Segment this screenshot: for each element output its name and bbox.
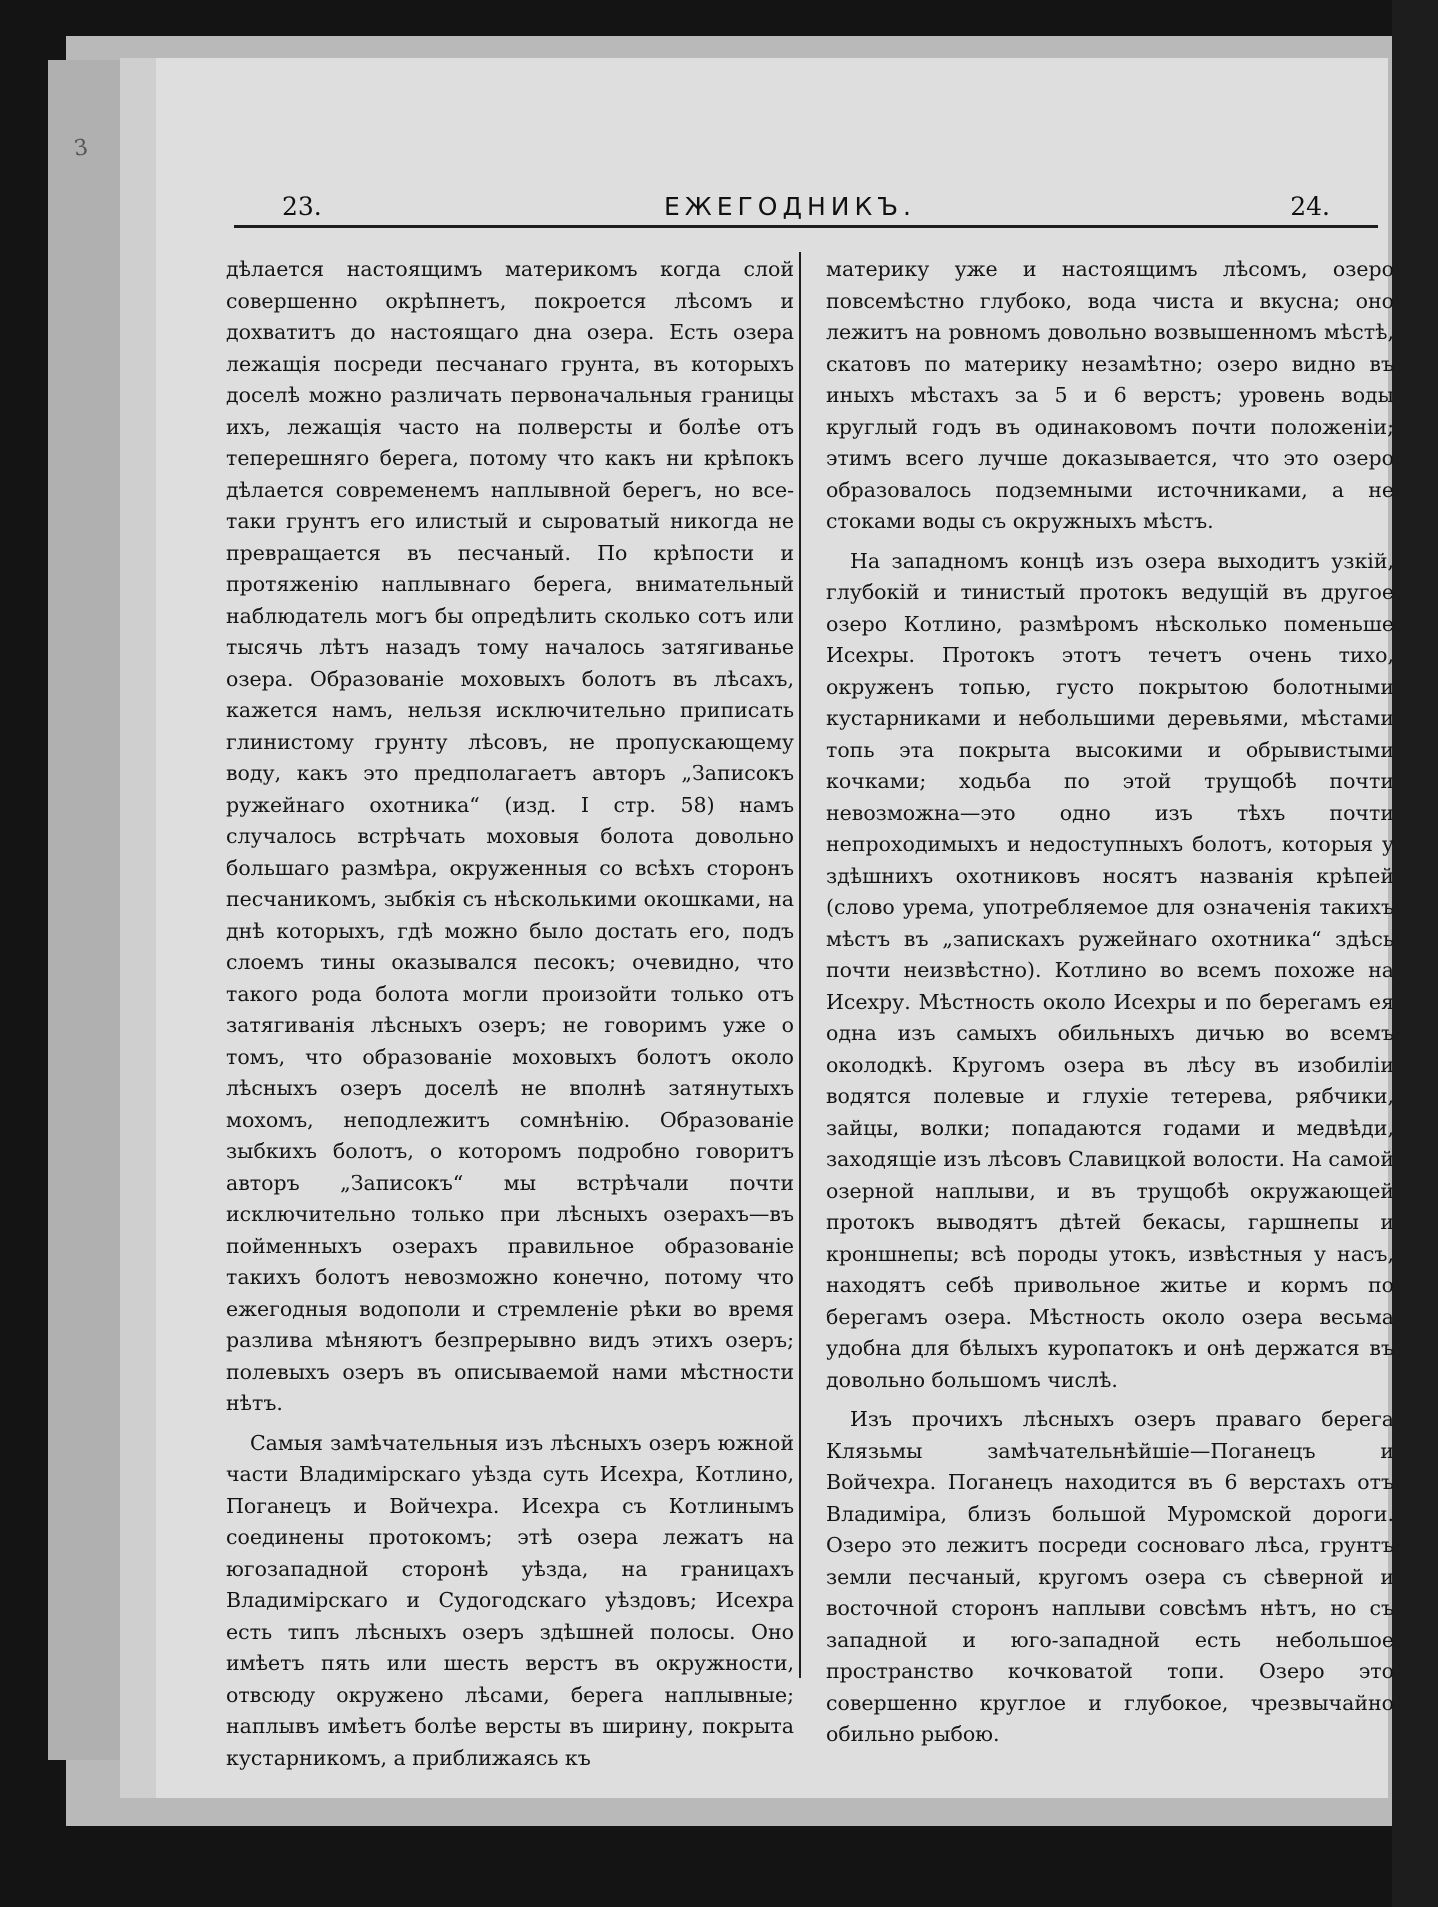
torn-page-edge bbox=[48, 60, 122, 1760]
journal-title: ЕЖЕГОДНИКЪ. bbox=[664, 192, 916, 221]
right-text-column bbox=[826, 254, 1394, 1759]
page-number-right: 24. bbox=[1290, 192, 1330, 221]
page-number-left: 23. bbox=[282, 192, 322, 221]
right-paragraph-2: На западномъ концѣ изъ озера выходитъ узкій, глубокій и тинистый протокъ ведущій въ другое озеро Котлино, размѣромъ нѣсколько поменьше Исехры. Протокъ этотъ течетъ очень тихо, окруженъ топью, густо покрытою болотными кустарниками и небольшими деревьями, мѣстами топь эта покрыта высокими и обрывистыми кочками; ходьба по этой трущобѣ почти невозможна—это одно изъ тѣхъ почти непроходимыхъ и недоступныхъ болотъ, которыя у здѣшнихъ охотниковъ носятъ названія крѣпей (слово урема, употребляемое для означенія такихъ мѣстъ въ „запискахъ ружейнаго охотника“ здѣсь почти неизвѣстно). Котлино во всемъ похоже на Исехру. Мѣстность около Исехры и по берегамъ ея одна изъ самыхъ обильныхъ дичью во всемъ околодкѣ. Кругомъ озера въ лѣсу въ изобиліи водятся полевые и глухіе тетерева, рябчики, зайцы, волки; попадаются годами и медвѣди, заходящіе изъ лѣсовъ Славицкой волости. На самой озерной наплыви, и въ трущобѣ окружающей протокъ выводятъ дѣтей бекасы, гаршнепы и кроншнепы; всѣ породы утокъ, извѣстныя у насъ, находятъ себѣ привольное житье и кормъ по берегамъ озера. Мѣстность около озера весьма удобна для бѣлыхъ куропатокъ и онѣ держатся въ довольно большомъ числѣ. bbox=[826, 548, 1394, 1392]
page-gutter-shade bbox=[120, 58, 156, 1798]
left-paragraph-2: Самыя замѣчательныя изъ лѣсныхъ озеръ южной части Владимірскаго уѣзда суть Исехра, Котлино, Поганецъ и Войчехра. Исехра съ Котлинымъ соединены протокомъ; этѣ озера лежатъ на югозападной сторонѣ уѣзда, на границахъ Владимірскаго и Судогодскаго уѣздовъ; Исехра есть типъ лѣсныхъ озеръ здѣшней полосы. Оно имѣетъ пять или шесть верстъ въ окружности, отвсюду окружено лѣсами, берега наплывные; наплывъ имѣетъ болѣе версты въ ширину, покрыта кустарникомъ, а приближаясь къ bbox=[226, 1430, 794, 1770]
column-divider bbox=[799, 252, 801, 1678]
left-text-column bbox=[226, 254, 794, 1782]
right-paragraph-1: материку уже и настоящимъ лѣсомъ, озеро повсемѣстно глубоко, вода чиста и вкусна; оно лежитъ на ровномъ довольно возвышенномъ мѣстѣ, скатовъ по материку незамѣтно; озеро видно въ иныхъ мѣстахъ за 5 и 6 верстъ; уровень воды круглый годъ въ одинаковомъ почти положеніи; этимъ всего лучше доказывается, что это озеро образовалось подземными источниками, а не стоками воды съ окружныхъ мѣстъ. bbox=[826, 257, 1394, 533]
book-binding bbox=[1392, 0, 1438, 1907]
right-paragraph-3: Изъ прочихъ лѣсныхъ озеръ праваго берега Клязьмы замѣчательнѣйшіе—Поганецъ и Войчехра. Поганецъ находится въ 6 верстахъ отъ Владиміра, близъ большой Муромской дороги. Озеро это лежитъ посреди сосноваго лѣса, грунтъ земли песчаный, кругомъ озера съ сѣверной и восточной сторонъ наплыви совсѣмъ нѣтъ, но съ западной и юго-западной есть небольшое пространство кочковатой топи. Озеро это совершенно круглое и глубокое, чрезвычайно обильно рыбою. bbox=[826, 1407, 1394, 1746]
header-rule bbox=[234, 225, 1378, 228]
edge-handwritten-mark: 3 bbox=[72, 135, 90, 162]
left-paragraph-1: дѣлается настоящимъ материкомъ когда слой совершенно окрѣпнетъ, покроется лѣсомъ и дохватитъ до настоящаго дна озера. Есть озера лежащія посреди песчанаго грунта, въ которыхъ доселѣ можно различать первоначальныя границы ихъ, лежащія часто на полверсты и болѣе отъ теперешняго берега, потому что какъ ни крѣпокъ дѣлается современемъ наплывной берегъ, но все-таки грунтъ его илистый и сыроватый никогда не превращается въ песчаный. По крѣпости и протяженію наплывнаго берега, внимательный наблюдатель могъ бы опредѣлить сколько сотъ или тысячь лѣтъ назадъ тому началось затягиванье озера. Образованіе моховыхъ болотъ въ лѣсахъ, кажется намъ, нельзя исключительно приписать глинистому грунту лѣсовъ, не пропускающему воду, какъ это предполагаетъ авторъ „Записокъ ружейнаго охотника“ (изд. I стр. 58) намъ случалось встрѣчать моховыя болота довольно большаго размѣра, окруженныя со всѣхъ сторонъ песчаникомъ, зыбкія съ нѣсколькими окошками, на днѣ которыхъ, гдѣ можно было достать его, подъ слоемъ тины оказывался песокъ; очевидно, что такого рода болота могли произойти только отъ затягиванія лѣсныхъ озеръ; не говоримъ уже о томъ, что образованіе моховыхъ болотъ около лѣсныхъ озеръ доселѣ не вполнѣ затянутыхъ мохомъ, неподлежитъ сомнѣнію. Образованіе зыбкихъ болотъ, о которомъ подробно говоритъ авторъ „Записокъ“ мы встрѣчали почти исключительно только при лѣсныхъ озерахъ—въ пойменныхъ озерахъ правильное образованіе такихъ болотъ невозможно конечно, потому что ежегодныя водополи и стремленіе рѣки во время разлива мѣняютъ безпрерывно видъ этихъ озеръ; полевыхъ озеръ въ описываемой нами мѣстности нѣтъ. bbox=[226, 257, 794, 1415]
